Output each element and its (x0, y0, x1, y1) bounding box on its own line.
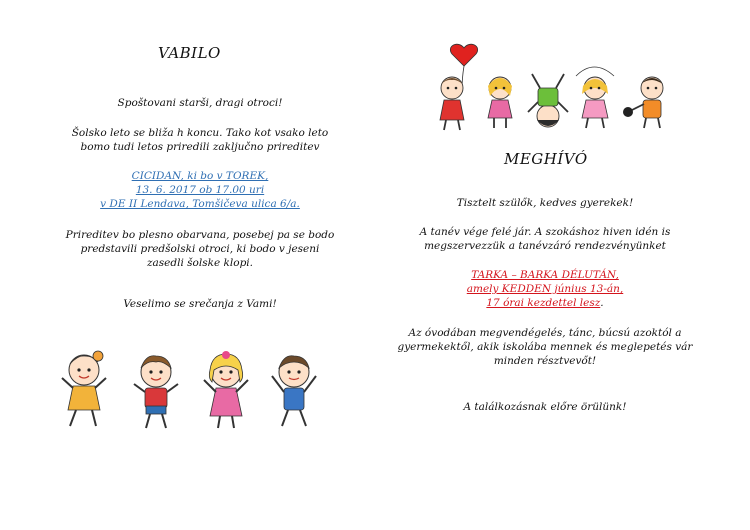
right-details-line-2: gyermekektől, akik iskolába mennek és meglepetés vár (397, 341, 693, 353)
right-details-line-3: minden résztvevőt! (493, 355, 597, 367)
right-closing: A találkozásnak előre örülünk! (463, 401, 627, 413)
right-event-line-2: amely KEDDEN június 13-án, (466, 283, 624, 295)
left-intro (40, 126, 360, 154)
right-details (375, 326, 715, 368)
right-event-line-1: TARKA – BARKA DÉLUTÁN, (471, 269, 619, 281)
left-closing: Veselimo se srečanja z Vami! (123, 298, 277, 310)
left-intro-line-1: Šolsko leto se bliža h koncu. Tako kot vsako leto (71, 127, 329, 139)
right-intro-line-1: A tanév vége felé jár. A szokáshoz hiven idén is (419, 226, 671, 238)
right-event-line-3: 17 órai kezdettel lesz (486, 297, 601, 309)
left-event-line-1: CICIDAN, ki bo v TOREK, (131, 170, 269, 182)
left-details-line-1: Prireditev bo plesno obarvana, posebej pa se bodo (65, 229, 335, 241)
left-details (40, 228, 360, 270)
children-playing-with-balloon-icon (428, 42, 680, 130)
left-details-line-2: predstavili predšolski otroci, ki bodo v jeseni (80, 243, 320, 255)
left-details-line-3: zasedli šolske klopi. (147, 257, 253, 269)
right-event (375, 268, 715, 310)
right-title: MEGHÍVÓ (504, 150, 588, 168)
left-title: VABILO (158, 44, 221, 62)
left-event-line-3: v DE II Lendava, Tomšičeva ulica 6/a. (100, 198, 300, 210)
left-intro-line-2: bomo tudi letos priredili zaključno prireditev (80, 141, 320, 153)
right-greeting: Tisztelt szülők, kedves gyerekek! (456, 197, 634, 209)
right-intro (375, 225, 715, 253)
left-greeting: Spoštovani starši, dragi otroci! (117, 97, 283, 109)
left-event (40, 169, 360, 211)
children-jumping-icon (60, 348, 322, 430)
right-event-end: . (600, 297, 604, 309)
left-event-line-2: 13. 6. 2017 ob 17.00 uri (135, 184, 265, 196)
right-details-line-1: Az óvodában megvendégelés, tánc, búcsú azoktól a (408, 327, 682, 339)
right-intro-line-2: megszervezzük a tanévzáró rendezvényünket (424, 240, 666, 252)
